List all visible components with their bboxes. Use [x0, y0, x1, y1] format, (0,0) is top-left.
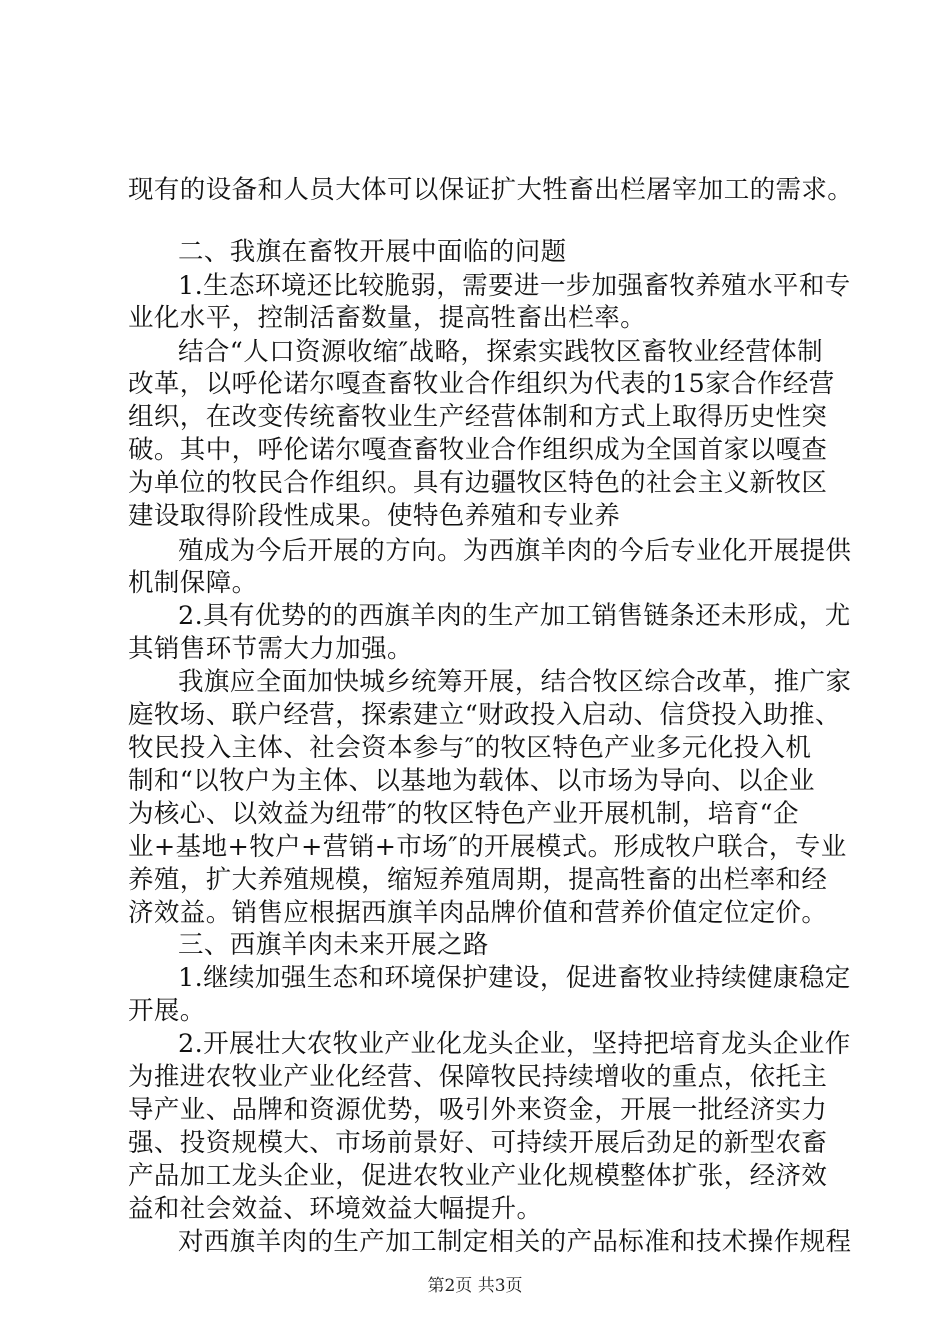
- text-line: 破。其中，呼伦诺尔嘎查畜牧业合作组织成为全国首家以嘎查: [128, 435, 828, 465]
- text-line: 1.生态环境还比较脆弱，需要进一步加强畜牧养殖水平和专: [178, 271, 851, 301]
- section-heading: 二、我旗在畜牧开展中面临的问题: [178, 237, 567, 267]
- text-line: 业化水平，控制活畜数量，提高牲畜出栏率。: [128, 303, 647, 333]
- text-line: 为推进农牧业产业化经营、保障牧民持续增收的重点，依托主: [128, 1062, 828, 1092]
- text-line: 殖成为今后开展的方向。为西旗羊肉的今后专业化开展提供: [178, 536, 852, 566]
- text-line: 养殖，扩大养殖规模，缩短养殖周期，提高牲畜的出栏率和经: [128, 865, 828, 895]
- text-line: 牧民投入主体、社会资本参与″的牧区特色产业多元化投入机: [128, 733, 812, 763]
- text-line: 结合“人口资源收缩″战略，探索实践牧区畜牧业经营体制: [178, 337, 823, 367]
- text-line: 济效益。销售应根据西旗羊肉品牌价值和营养价值定位定价。: [128, 898, 828, 928]
- text-line: 1.继续加强生态和环境保护建设，促进畜牧业持续健康稳定: [178, 963, 851, 993]
- text-line: 建设取得阶段性成果。使特色养殖和专业养: [128, 501, 621, 531]
- text-line: 改革，以呼伦诺尔嘎查畜牧业合作组织为代表的15家合作经营: [128, 369, 835, 399]
- text-line: 2.具有优势的的西旗羊肉的生产加工销售链条还未形成，尤: [178, 601, 851, 631]
- text-line: 2.开展壮大农牧业产业化龙头企业，坚持把培育龙头企业作: [178, 1029, 851, 1059]
- text-line: 制和“以牧户为主体、以基地为载体、以市场为导向、以企业: [128, 766, 815, 796]
- text-line: 对西旗羊肉的生产加工制定相关的产品标准和技术操作规程: [178, 1227, 852, 1257]
- section-heading: 三、西旗羊肉未来开展之路: [178, 930, 489, 960]
- text-line: 现有的设备和人员大体可以保证扩大牲畜出栏屠宰加工的需求。: [128, 175, 854, 205]
- page-number-footer: 第2页 共3页: [427, 1276, 523, 1296]
- text-line: 其销售环节需大力加强。: [128, 634, 413, 664]
- text-line: 开展。: [128, 996, 206, 1026]
- text-line: 产品加工龙头企业，促进农牧业产业化规模整体扩张，经济效: [128, 1161, 828, 1191]
- text-line: 机制保障。: [128, 568, 258, 598]
- text-line: 为核心、以效益为纽带″的牧区特色产业开展机制，培育“企: [128, 799, 799, 829]
- text-line: 导产业、品牌和资源优势，吸引外来资金，开展一批经济实力: [128, 1095, 828, 1125]
- text-line: 组织，在改变传统畜牧业生产经营体制和方式上取得历史性突: [128, 402, 828, 432]
- text-line: 益和社会效益、环境效益大幅提升。: [128, 1194, 543, 1224]
- text-line: 庭牧场、联户经营，探索建立“财政投入启动、信贷投入助推、: [128, 700, 841, 730]
- text-line: 我旗应全面加快城乡统筹开展，结合牧区综合改革，推广家: [178, 667, 852, 697]
- text-line: 业+基地+牧户+营销+市场″的开展模式。形成牧户联合，专业: [128, 832, 847, 862]
- text-line: 强、投资规模大、市场前景好、可持续开展后劲足的新型农畜: [128, 1128, 828, 1158]
- text-line: 为单位的牧民合作组织。具有边疆牧区特色的社会主义新牧区: [128, 468, 828, 498]
